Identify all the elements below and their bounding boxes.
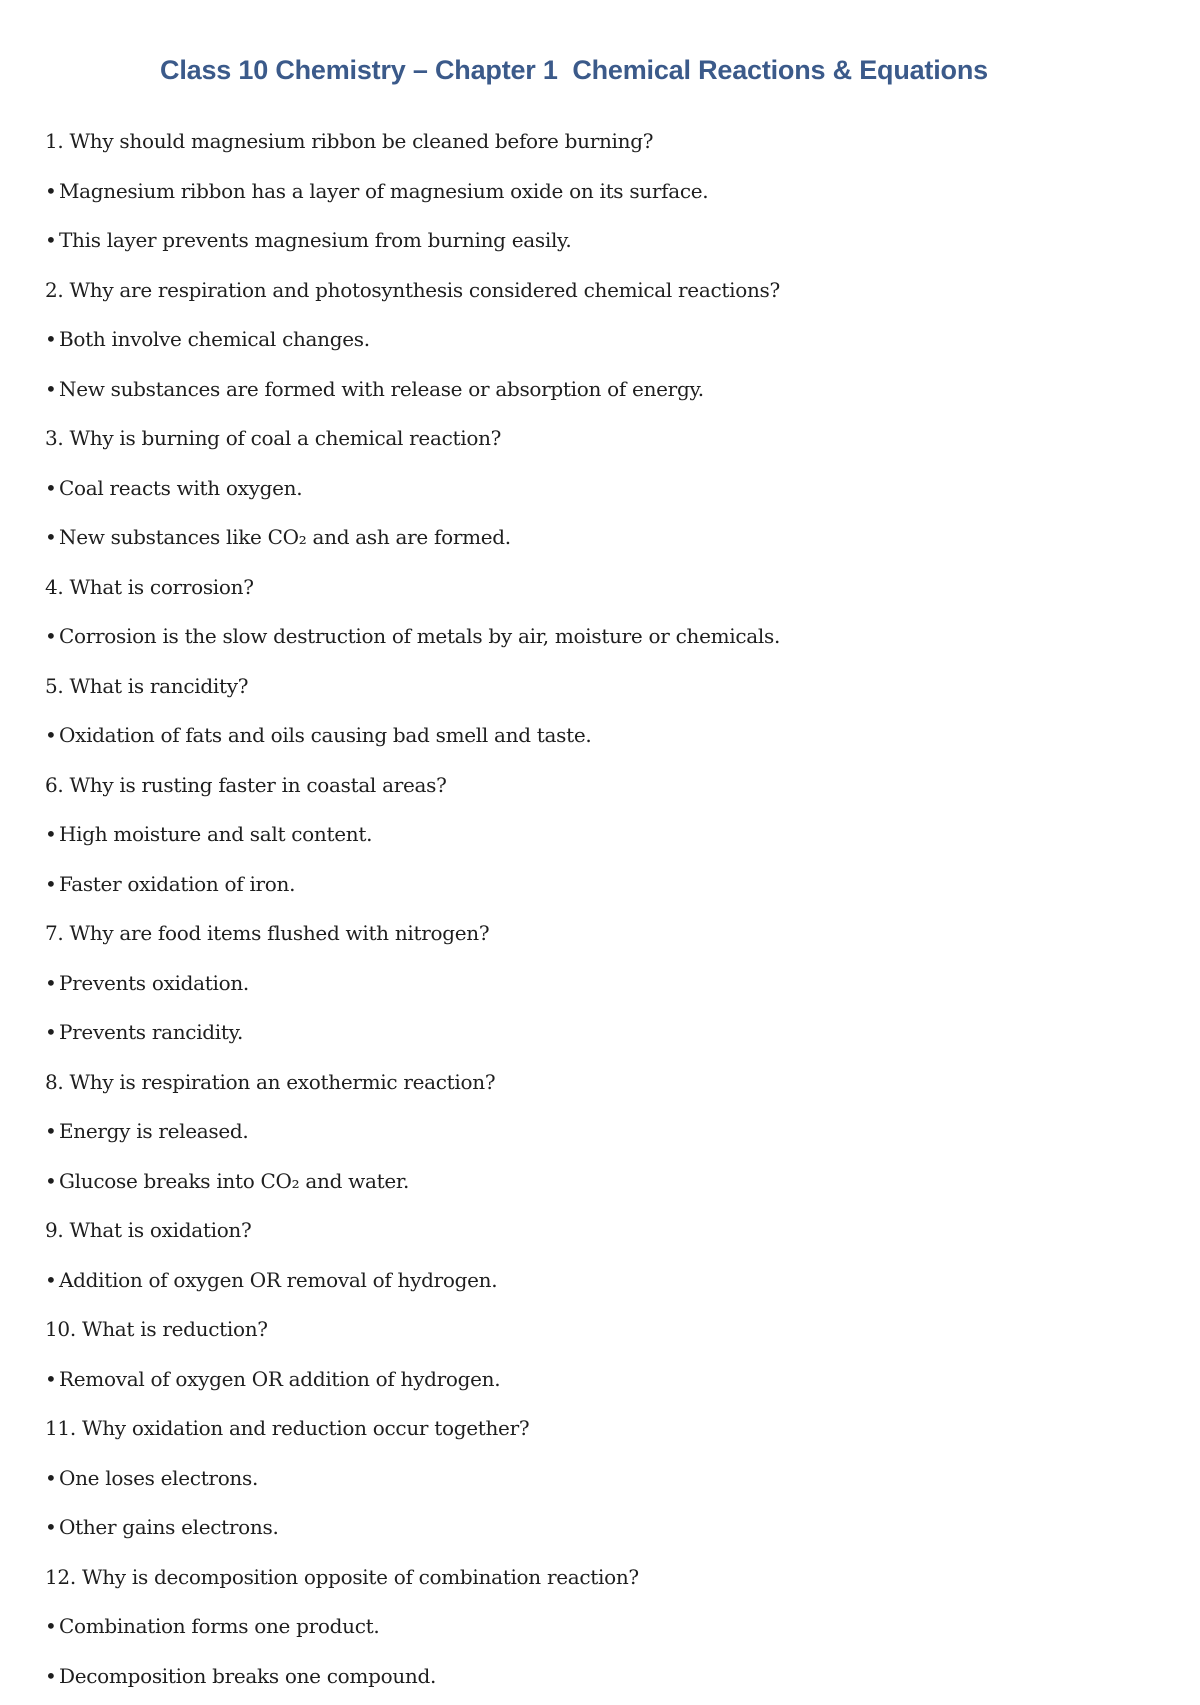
answer-bullet <box>45 1012 1145 1062</box>
bullet-text: Combination forms one product. <box>59 1614 379 1638</box>
answer-bullet <box>45 715 1145 765</box>
question-line: 5. What is rancidity? <box>45 666 1145 716</box>
answer-bullet <box>45 1606 1145 1656</box>
answer-bullet <box>45 1260 1145 1310</box>
answer-bullet <box>45 1111 1145 1161</box>
bullet-text: New substances like CO₂ and ash are formed. <box>59 525 511 549</box>
bullet-text: New substances are formed with release or absorption of energy. <box>59 377 704 401</box>
bullet-marker: • <box>45 1458 59 1498</box>
bullet-text: Magnesium ribbon has a layer of magnesium oxide on its surface. <box>59 179 708 203</box>
bullet-text: Both involve chemical changes. <box>59 327 370 351</box>
bullet-marker: • <box>45 468 59 508</box>
question-line: 6. Why is rusting faster in coastal areas? <box>45 765 1145 815</box>
question-line: 7. Why are food items flushed with nitrogen? <box>45 913 1145 963</box>
bullet-marker: • <box>45 814 59 854</box>
bullet-text: Glucose breaks into CO₂ and water. <box>59 1169 409 1193</box>
bullet-text: One loses electrons. <box>59 1466 258 1490</box>
bullet-text: Addition of oxygen OR removal of hydrogen. <box>59 1268 497 1292</box>
bullet-text: Corrosion is the slow destruction of metals by air, moisture or chemicals. <box>59 624 780 648</box>
bullet-marker: • <box>45 715 59 755</box>
question-line: 2. Why are respiration and photosynthesis considered chemical reactions? <box>45 270 1145 320</box>
bullet-text: Faster oxidation of iron. <box>59 872 295 896</box>
bullet-text: Decomposition breaks one compound. <box>59 1664 436 1688</box>
answer-bullet <box>45 1458 1145 1508</box>
document-body <box>45 121 1145 1705</box>
bullet-marker: • <box>45 1111 59 1151</box>
answer-bullet <box>45 369 1145 419</box>
answer-bullet <box>45 220 1145 270</box>
bullet-text: Oxidation of fats and oils causing bad smell and taste. <box>59 723 591 747</box>
answer-bullet <box>45 517 1145 567</box>
answer-bullet <box>45 1359 1145 1409</box>
bullet-marker: • <box>45 1161 59 1201</box>
question-line: 11. Why oxidation and reduction occur together? <box>45 1408 1145 1458</box>
bullet-marker: • <box>45 1260 59 1300</box>
question-line: 8. Why is respiration an exothermic reaction? <box>45 1062 1145 1112</box>
answer-bullet <box>45 1507 1145 1557</box>
answer-bullet <box>45 319 1145 369</box>
answer-bullet <box>45 864 1145 914</box>
question-line: 12. Why is decomposition opposite of combination reaction? <box>45 1557 1145 1607</box>
answer-bullet <box>45 468 1145 518</box>
answer-bullet <box>45 616 1145 666</box>
bullet-text: Removal of oxygen OR addition of hydrogen. <box>59 1367 500 1391</box>
answer-bullet <box>45 1161 1145 1211</box>
question-line: 9. What is oxidation? <box>45 1210 1145 1260</box>
answer-bullet <box>45 1656 1145 1705</box>
bullet-marker: • <box>45 616 59 656</box>
bullet-text: Prevents rancidity. <box>59 1020 243 1044</box>
bullet-marker: • <box>45 1507 59 1547</box>
answer-bullet <box>45 814 1145 864</box>
bullet-marker: • <box>45 517 59 557</box>
document-title: Class 10 Chemistry – Chapter 1 Chemical Reactions & Equations <box>0 50 1148 90</box>
question-line: 4. What is corrosion? <box>45 567 1145 617</box>
bullet-text: High moisture and salt content. <box>59 822 372 846</box>
bullet-marker: • <box>45 864 59 904</box>
bullet-marker: • <box>45 1359 59 1399</box>
bullet-marker: • <box>45 171 59 211</box>
bullet-marker: • <box>45 1606 59 1646</box>
bullet-text: Prevents oxidation. <box>59 971 249 995</box>
bullet-marker: • <box>45 963 59 1003</box>
bullet-marker: • <box>45 1656 59 1696</box>
question-line: 3. Why is burning of coal a chemical reaction? <box>45 418 1145 468</box>
bullet-text: This layer prevents magnesium from burning easily. <box>59 228 571 252</box>
question-line: 10. What is reduction? <box>45 1309 1145 1359</box>
answer-bullet <box>45 963 1145 1013</box>
question-line: 1. Why should magnesium ribbon be cleaned before burning? <box>45 121 1145 171</box>
bullet-marker: • <box>45 369 59 409</box>
bullet-marker: • <box>45 1012 59 1052</box>
answer-bullet <box>45 171 1145 221</box>
bullet-marker: • <box>45 319 59 359</box>
bullet-marker: • <box>45 220 59 260</box>
bullet-text: Coal reacts with oxygen. <box>59 476 302 500</box>
bullet-text: Energy is released. <box>59 1119 248 1143</box>
bullet-text: Other gains electrons. <box>59 1515 279 1539</box>
